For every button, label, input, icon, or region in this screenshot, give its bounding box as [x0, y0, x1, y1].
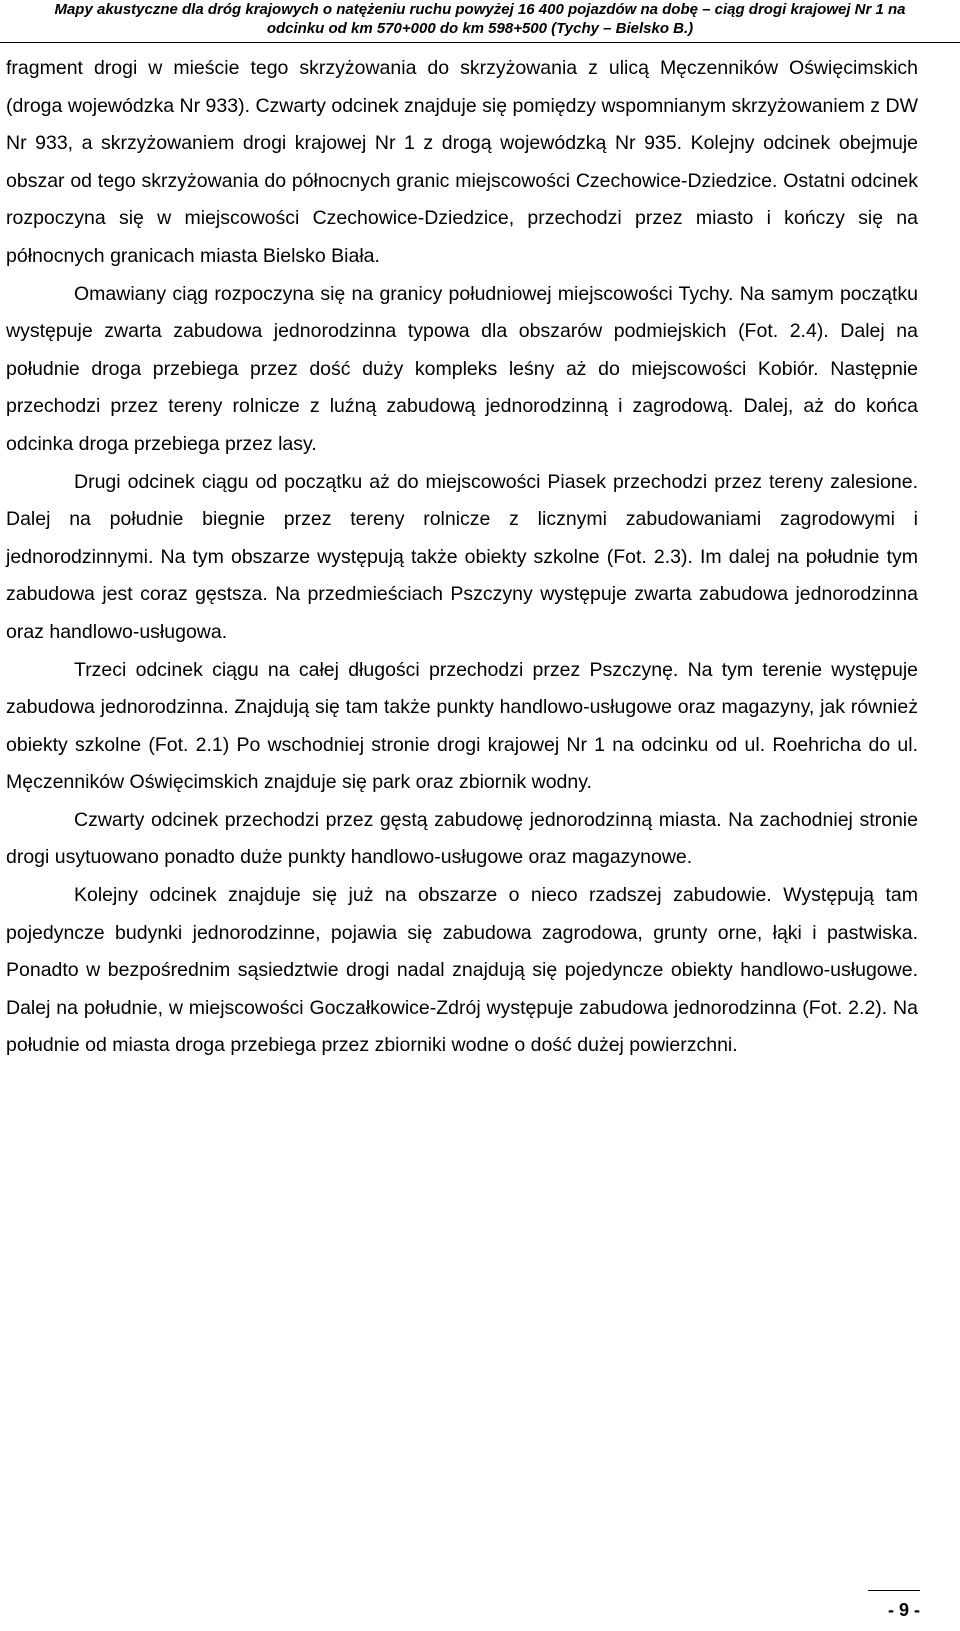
paragraph-continued: fragment drogi w mieście tego skrzyżowania do skrzyżowania z ulicą Męczenników Oświęcimskich (droga wojewódzka Nr 933). Czwarty odcinek znajduje się pomiędzy wspomnianym skrzyżowaniem z DW Nr 933, a skrzyżowaniem drogi krajowej Nr 1 z drogą wojewódzką Nr 935. Kolejny odcinek obejmuje obszar od tego skrzyżowania do północnych granic miejscowości Czechowice-Dziedzice. Ostatni odcinek rozpoczyna się w miejscowości Czechowice-Dziedzice, przechodzi przez miasto i kończy się na północnych granicach miasta Bielsko Biała. — [6, 57, 918, 267]
running-header — [0, 0, 960, 38]
paragraph-fifth-section: Kolejny odcinek znajduje się już na obszarze o nieco rzadszej zabudowie. Występują tam pojedyncze budynki jednorodzinne, pojawia się zabudowa zagrodowa, grunty orne, łąki i pastwiska. Ponadto w bezpośrednim sąsiedztwie drogi nadal znajdują się pojedyncze obiekty handlowo-usługowe. Dalej na południe, w miejscowości Goczałkowice-Zdrój występuje zabudowa jednorodzinna (Fot. 2.2). Na południe od miasta droga przebiega przez zbiorniki wodne o dość dużej powierzchni. — [6, 884, 918, 1057]
paragraph-second-section: Drugi odcinek ciągu od początku aż do miejscowości Piasek przechodzi przez tereny zalesione. Dalej na południe biegnie przez tereny rolnicze z licznymi zabudowaniami zagrodowymi i jednorodzinnymi. Na tym obszarze występują także obiekty szkolne (Fot. 2.3). Im dalej na południe tym zabudowa jest coraz gęstsza. Na przedmieściach Pszczyny występuje zwarta zabudowa jednorodzinna oraz handlowo-usługowa. — [6, 470, 918, 643]
paragraph-route-overview: Omawiany ciąg rozpoczyna się na granicy południowej miejscowości Tychy. Na samym początku występuje zwarta zabudowa jednorodzinna typowa dla obszarów podmiejskich (Fot. 2.4). Dalej na południe droga przebiega przez dość duży kompleks leśny aż do miejscowości Kobiór. Następnie przechodzi przez tereny rolnicze z luźną zabudową jednorodzinną i zagrodową. Dalej, aż do końca odcinka droga przebiega przez lasy. — [6, 282, 918, 455]
header-line-1: Mapy akustyczne dla dróg krajowych o natężeniu ruchu powyżej 16 400 pojazdów na dobę – ciąg drogi krajowej Nr 1 na — [54, 1, 906, 18]
document-body — [6, 50, 918, 1065]
paragraph-fourth-section: Czwarty odcinek przechodzi przez gęstą zabudowę jednorodzinną miasta. Na zachodniej stronie drogi usytuowano ponadto duże punkty handlowo-usługowe oraz magazynowe. — [6, 808, 918, 869]
paragraph-third-section: Trzeci odcinek ciągu na całej długości przechodzi przez Pszczynę. Na tym terenie występuje zabudowa jednorodzinna. Znajdują się tam także punkty handlowo-usługowe oraz magazyny, jak również obiekty szkolne (Fot. 2.1) Po wschodniej stronie drogi krajowej Nr 1 na odcinku od ul. Roehricha do ul. Męczenników Oświęcimskich znajduje się park oraz zbiornik wodny. — [6, 658, 918, 794]
page-number: - 9 - — [887, 1600, 920, 1620]
footer-divider — [868, 1590, 920, 1591]
header-divider — [0, 42, 960, 43]
header-line-2: odcinku od km 570+000 do km 598+500 (Tychy – Bielsko B.) — [266, 20, 694, 37]
